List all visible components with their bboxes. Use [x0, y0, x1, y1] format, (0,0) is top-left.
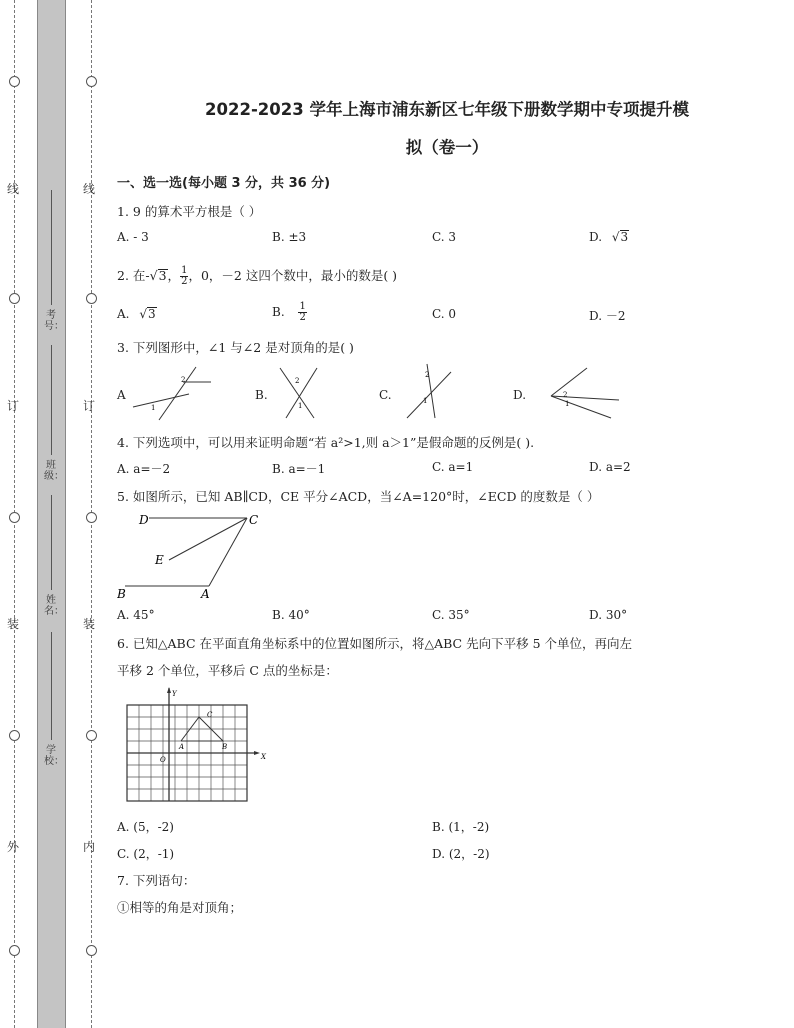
question-7-item-1: ①相等的角是对顶角；	[117, 900, 243, 915]
q2-option-d: D. －2	[589, 309, 626, 323]
angle-mark: 1	[151, 404, 156, 412]
sqrt-sign: √	[139, 307, 147, 321]
q1-option-d	[589, 230, 629, 244]
point-a-label: A	[179, 743, 185, 751]
fill-line-school	[51, 632, 52, 740]
question-6-stem-line1: 6. 已知△ABC 在平面直角坐标系中的位置如图所示，将△ABC 先向下平移 5 个单位，再向左	[117, 636, 632, 651]
q5-option-a: A. 45°	[117, 608, 155, 622]
angle-mark: 1	[298, 402, 303, 410]
q3-figure-c	[399, 360, 469, 422]
x-axis-arrow	[254, 751, 260, 755]
inner-char: 订	[82, 399, 95, 413]
section-heading: 一、选一选(每小题 3 分，共 36 分)	[117, 176, 331, 191]
label-name: 姓名：	[44, 595, 64, 617]
q3-option-a-label: A	[117, 388, 126, 402]
q2-option-a	[117, 307, 157, 321]
punch-circle	[86, 293, 97, 304]
q2-option-b-prefix: B.	[272, 305, 285, 319]
page-title-cont: 拟（卷一）	[405, 138, 489, 157]
q1-option-a: A. - 3	[117, 230, 149, 244]
q3-figure-b	[272, 362, 342, 422]
q5-option-d: D. 30°	[589, 608, 628, 622]
punch-circle	[9, 730, 20, 741]
x-axis-label: X	[261, 753, 266, 761]
outer-char: 外	[6, 840, 19, 854]
angle-mark: 2	[181, 376, 186, 384]
outer-char: 订	[6, 399, 19, 413]
q4-option-b: B. a=－1	[272, 462, 326, 476]
q4-option-a: A. a=－2	[117, 462, 171, 476]
point-label-c: C	[249, 513, 259, 527]
punch-circle	[86, 512, 97, 523]
angle-mark: 2	[295, 377, 300, 385]
label-class: 班级：	[44, 460, 64, 482]
q5-option-b: B. 40°	[272, 608, 310, 622]
punch-circle	[9, 76, 20, 87]
label-exam-number: 考号：	[44, 310, 64, 332]
q1-option-d-radicand: 3	[620, 230, 629, 244]
question-1-stem: 1. 9 的算术平方根是（ ）	[117, 204, 262, 219]
q3-option-c-label: C.	[379, 388, 392, 402]
q1-option-d-prefix: D.	[589, 230, 603, 244]
q1-option-b: B. ±3	[272, 230, 307, 244]
q6-option-a: A. (5，-2)	[117, 820, 174, 834]
q3-figure-d	[545, 362, 635, 422]
point-label-e: E	[155, 553, 164, 567]
q2-stem-post: ，0，－2 这四个数中，最小的数是( )	[188, 268, 398, 283]
q6-option-c: C. (2，-1)	[117, 847, 175, 861]
q5-option-c: C. 35°	[432, 608, 470, 622]
question-3-stem: 3. 下列图形中，∠1 与∠2 是对顶角的是( )	[117, 340, 354, 355]
outer-char: 装	[6, 617, 19, 631]
fill-line-class	[51, 345, 52, 455]
point-c-label: C	[207, 711, 213, 719]
y-axis-label: Y	[172, 690, 177, 698]
q5-figure	[117, 508, 277, 603]
question-5-stem: 5. 如图所示，已知 AB∥CD，CE 平分∠ACD，当∠A=120°时，∠ECD 的度数是（ ）	[117, 489, 600, 504]
inner-char: 装	[82, 617, 95, 631]
q2-option-b	[272, 302, 307, 323]
angle-mark: 2	[425, 371, 430, 379]
punch-circle	[9, 512, 20, 523]
q3-figure-a	[131, 362, 231, 422]
outer-char: 线	[6, 182, 19, 196]
punch-circle	[9, 293, 20, 304]
fraction-denominator: 2	[299, 312, 306, 323]
q2-option-a-radicand: 3	[147, 307, 156, 321]
q3-option-b-label: B.	[255, 388, 268, 402]
point-label-b: B	[117, 587, 126, 601]
point-label-a: A	[201, 587, 210, 601]
q2-option-c: C. 0	[432, 307, 457, 321]
fill-line-exam-number	[51, 190, 52, 305]
inner-char: 线	[82, 182, 95, 196]
page-title: 2022-2023 学年上海市浦东新区七年级下册数学期中专项提升模	[205, 100, 689, 119]
q6-coordinate-grid	[121, 686, 271, 806]
origin-label: O	[160, 756, 166, 764]
binding-margin	[0, 0, 110, 1028]
y-axis-arrow	[167, 687, 171, 693]
fraction-numerator: 1	[181, 265, 188, 276]
fraction-denominator: 2	[181, 276, 188, 287]
q2-option-a-prefix: A.	[117, 307, 130, 321]
q2-stem-radicand: 3	[158, 268, 167, 283]
punch-circle	[9, 945, 20, 956]
q6-option-d: D. (2，-2)	[432, 847, 490, 861]
q2-option-b-fraction	[298, 302, 306, 323]
point-b-label: B	[222, 743, 228, 751]
punch-circle	[86, 945, 97, 956]
q2-stem-pre: 2. 在-	[117, 268, 150, 283]
sqrt-sign: √	[149, 268, 158, 283]
punch-circle	[86, 730, 97, 741]
punch-circle	[86, 76, 97, 87]
question-4-stem: 4. 下列选项中，可以用来证明命题“若 a²>1,则 a＞1”是假命题的反例是( ).	[117, 435, 535, 450]
inner-char: 内	[82, 840, 95, 854]
question-2-stem: 2. 在-√3， $\frac{1}{2}$ ，0，－2 这四个数中，最小的数是( )	[117, 265, 398, 287]
question-6-stem-line2: 平移 2 个单位，平移后 C 点的坐标是：	[117, 663, 338, 678]
angle-mark: 1	[423, 397, 428, 405]
label-school: 学校：	[44, 745, 64, 767]
q1-option-c: C. 3	[432, 230, 457, 244]
fraction-numerator: 1	[299, 301, 306, 312]
angle-mark: 1	[565, 400, 570, 408]
q6-option-b: B. (1，-2)	[432, 820, 490, 834]
q4-option-d: D. a=2	[589, 460, 631, 474]
q3-option-d-label: D.	[513, 388, 527, 402]
question-7-stem: 7. 下列语句：	[117, 873, 196, 888]
q4-option-c: C. a=1	[432, 460, 474, 474]
sqrt-sign: √	[611, 230, 620, 244]
angle-mark: 2	[563, 391, 568, 399]
point-label-d: D	[139, 513, 149, 527]
fill-line-name	[51, 495, 52, 590]
